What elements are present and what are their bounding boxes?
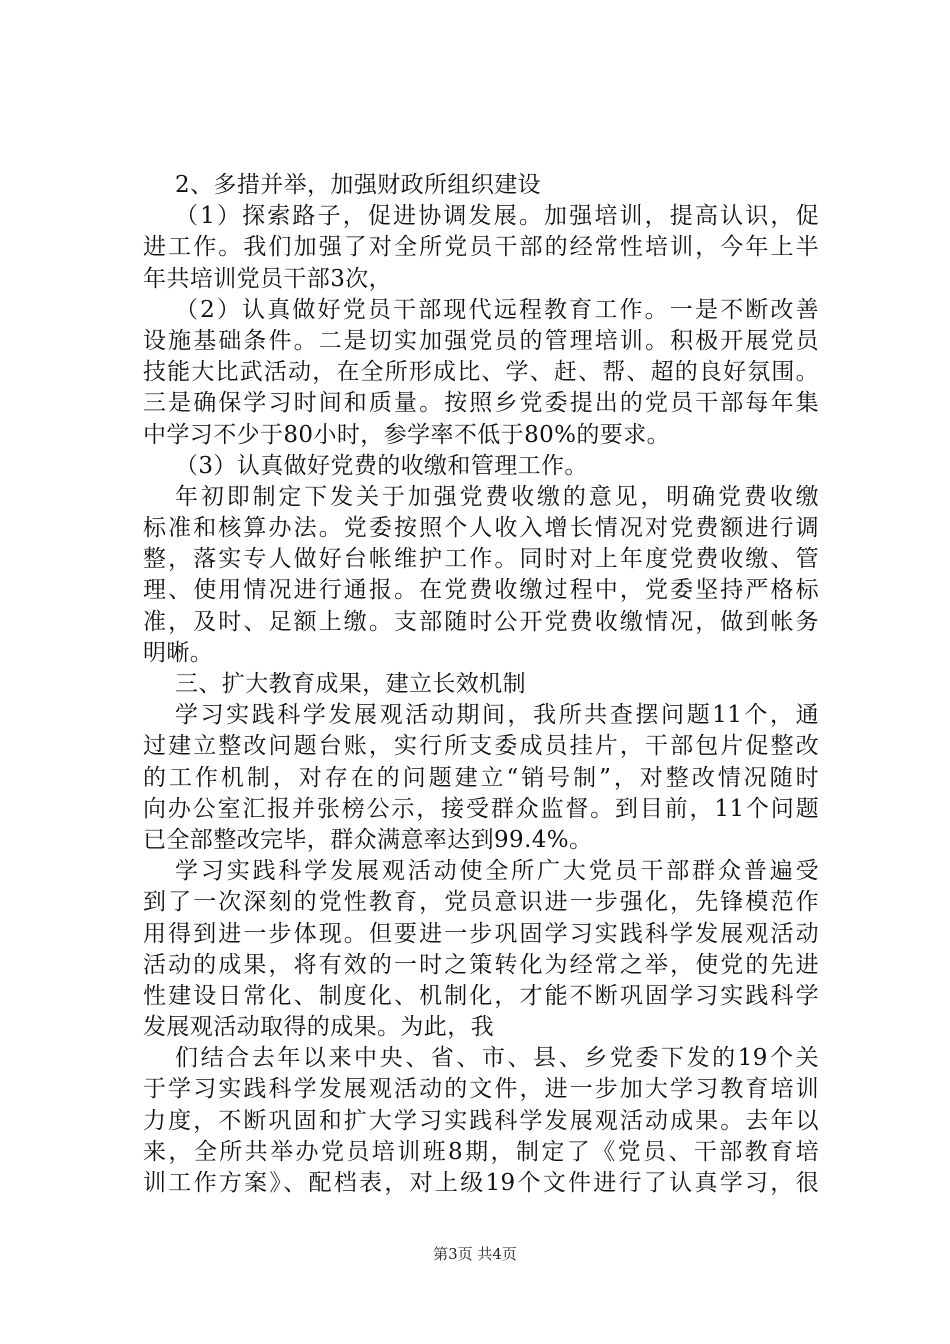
text-line: 活动的成果，将有效的一时之策转化为经常之举，使党的先进 — [143, 951, 819, 978]
text-line: 技能大比武活动，在全所形成比、学、赶、帮、超的良好氛围。 — [143, 359, 819, 386]
text-line: 向办公室汇报并张榜公示，接受群众监督。到目前，11个问题 — [143, 795, 819, 822]
text-line: 学习实践科学发展观活动期间，我所共查摆问题11个，通 — [175, 702, 819, 729]
text-line: 们结合去年以来中央、省、市、县、乡党委下发的19个关 — [175, 1045, 819, 1072]
text-line: 到了一次深刻的党性教育，党员意识进一步强化，先锋模范作 — [143, 889, 819, 916]
text-line: 力度，不断巩固和扩大学习实践科学发展观活动成果。去年以 — [143, 1107, 819, 1134]
text-line: 训工作方案》、配档表，对上级19个文件进行了认真学习，很 — [143, 1170, 819, 1196]
text-line: 整，落实专人做好台帐维护工作。同时对上年度党费收缴、管 — [143, 546, 819, 573]
text-line: 进工作。我们加强了对全所党员干部的经常性培训，今年上半 — [143, 234, 819, 261]
document-body — [143, 170, 819, 1199]
text-line: 性建设日常化、制度化、机制化，才能不断巩固学习实践科学 — [143, 982, 819, 1009]
text-line: 设施基础条件。二是切实加强党员的管理培训。积极开展党员 — [143, 327, 819, 354]
text-line: 明晰。 — [143, 639, 214, 666]
text-line: 三是确保学习时间和质量。按照乡党委提出的党员干部每年集 — [143, 390, 819, 417]
text-line: 于学习实践科学发展观活动的文件，进一步加大学习教育培训 — [143, 1076, 819, 1103]
text-line: 发展观活动取得的成果。为此，我 — [143, 1014, 494, 1041]
text-line: 过建立整改问题台账，实行所支委成员挂片，干部包片促整改 — [143, 733, 819, 760]
text-line: 理、使用情况进行通报。在党费收缴过程中，党委坚持严格标 — [143, 577, 819, 604]
text-line: 2、多措并举，加强财政所组织建设 — [175, 172, 542, 198]
text-line: 已全部整改完毕，群众满意率达到99.4%。 — [143, 826, 593, 853]
text-line: 学习实践科学发展观活动使全所广大党员干部群众普遍受 — [175, 858, 819, 885]
text-line: （2）认真做好党员干部现代远程教育工作。一是不断改善 — [175, 296, 819, 323]
text-line: 来，全所共举办党员培训班8期，制定了《党员、干部教育培 — [143, 1138, 819, 1165]
text-line: 年初即制定下发关于加强党费收缴的意见，明确党费收缴 — [175, 483, 819, 510]
page-number-footer: 第3页 共4页 — [433, 1245, 517, 1263]
text-line: 三、扩大教育成果，建立长效机制 — [175, 671, 526, 697]
text-line: 年共培训党员干部3次， — [143, 265, 393, 292]
text-line: 标准和核算办法。党委按照个人收入增长情况对党费额进行调 — [143, 515, 819, 542]
text-line: （1）探索路子，促进协调发展。加强培训，提高认识，促 — [175, 203, 819, 230]
text-line: 准，及时、足额上缴。支部随时公开党费收缴情况，做到帐务 — [143, 608, 819, 635]
text-line: 用得到进一步体现。但要进一步巩固学习实践科学发展观活动 — [143, 920, 819, 947]
text-line: （3）认真做好党费的收缴和管理工作。 — [175, 452, 588, 479]
text-line: 中学习不少于80小时，参学率不低于80%的要求。 — [143, 421, 670, 448]
text-line: 的工作机制，对存在的问题建立“销号制”，对整改情况随时 — [143, 764, 819, 791]
